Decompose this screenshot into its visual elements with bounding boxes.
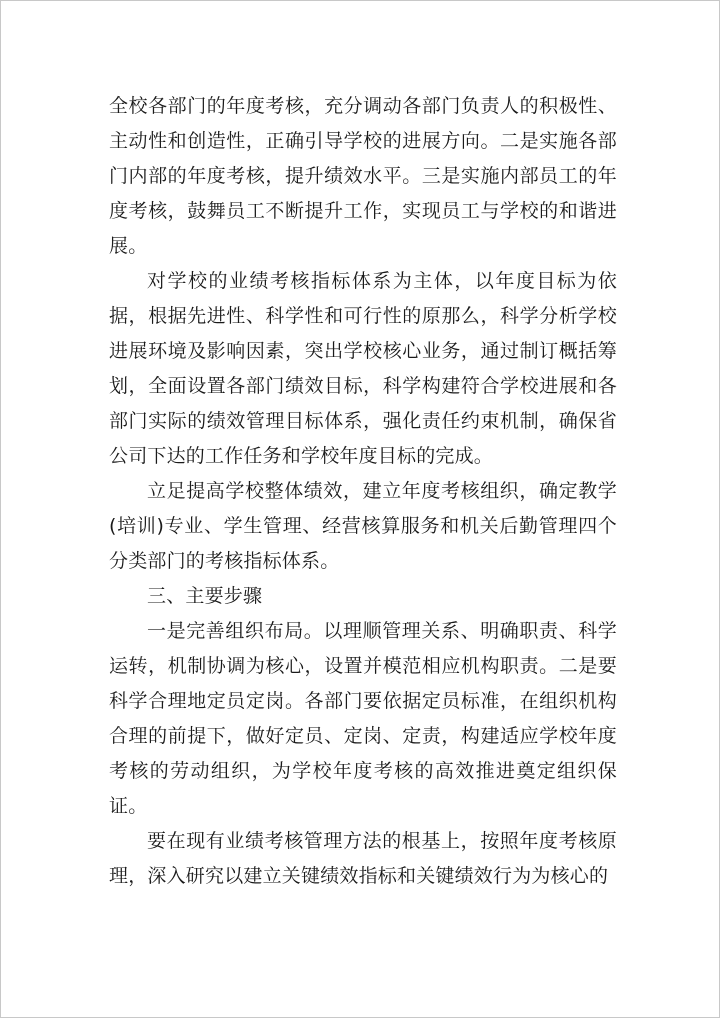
paragraph-3: 立足提高学校整体绩效，建立年度考核组织，确定教学(培训)专业、学生管理、经营核算服务和机关后勤管理四个分类部门的考核指标体系。: [109, 480, 617, 572]
paragraph-6: 要在现有业绩考核管理方法的根基上，按照年度考核原理，深入研究以建立关键绩效指标和关键绩效行为为核心的: [109, 830, 617, 887]
document-body: [109, 89, 617, 894]
paragraph-1: 全校各部门的年度考核，充分调动各部门负责人的积极性、主动性和创造性，正确引导学校的进展方向。二是实施各部门内部的年度考核，提升绩效水平。三是实施内部员工的年度考核，鼓舞员工不断提升工作，实现员工与学校的和谐进展。: [109, 95, 617, 257]
paragraph-5: 一是完善组织布局。以理顺管理关系、明确职责、科学运转，机制协调为核心，设置并模范相应机构职责。二是要科学合理地定员定岗。各部门要依据定员标准，在组织机构合理的前提下，做好定员、定岗、定责，构建适应学校年度考核的劳动组织，为学校年度考核的高效推进奠定组织保证。: [109, 620, 617, 817]
section-heading: 三、主要步骤: [147, 585, 263, 607]
paragraph-2: 对学校的业绩考核指标体系为主体，以年度目标为依据，根据先进性、科学性和可行性的原那么，科学分析学校进展环境及影响因素，突出学校核心业务，通过制订概括筹划，全面设置各部门绩效目标，科学构建符合学校进展和各部门实际的绩效管理目标体系，强化责任约束机制，确保省公司下达的工作任务和学校年度目标的完成。: [109, 270, 617, 467]
